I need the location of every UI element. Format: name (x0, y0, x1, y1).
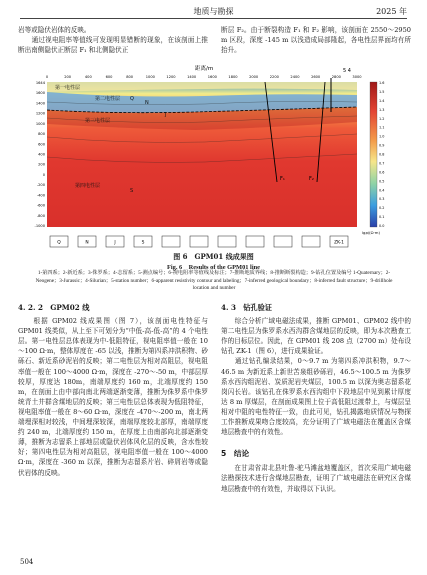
depth-tick-label: 1000 (35, 121, 45, 126)
distance-tick-label: 2400 (290, 75, 300, 79)
colorbar-tick-label: 0.0 (379, 224, 385, 228)
depth-tick-label: 400 (38, 152, 45, 157)
legend-box (190, 236, 208, 247)
colorbar-tick-label: 0.9 (379, 143, 385, 148)
colorbar (370, 82, 377, 227)
distance-tick-label: 2800 (331, 75, 341, 79)
legend-box (246, 236, 264, 247)
legend-box (162, 236, 180, 247)
layer-symbol-q: Q (130, 96, 134, 102)
legend-box-label: ZK-1 (334, 240, 344, 246)
colorbar-unit: lgρ/(Ω·m) (362, 230, 380, 235)
legend-box-label: N (85, 240, 89, 246)
depth-tick-label: 200 (38, 162, 45, 167)
colorbar-tick-label: 1.3 (379, 107, 385, 112)
distance-tick-label: 2200 (269, 75, 279, 79)
layer-symbol-s: S (130, 188, 134, 194)
figure-legend-note: 1-第四系；2-新近系；3-侏罗系；4-志留系；5-测点编号；6-视电阻率等值线及标注；7-推断地质界线；8-推断断裂构造；9-钻孔位置及编号 1-Quaternary；2-Neogene；3-Jurassic；4-Silurian；5-station number；6-apparent resistivity contour and labeling；7-inferred geological boundary；8-inferred fault structure；9-drillhole location and number (35, 270, 393, 292)
legend-box (302, 236, 320, 247)
depth-tick-label: 800 (38, 132, 45, 137)
legend-box-label: S (141, 240, 145, 246)
depth-tick-label: 1600 (35, 91, 45, 96)
layer-1-label: 第一电性层 (55, 85, 81, 91)
depth-tick-label: -600 (36, 203, 45, 208)
distance-tick-label: 1800 (228, 75, 238, 79)
colorbar-tick-label: 1.4 (379, 98, 385, 103)
figure-6-section (25, 62, 405, 252)
distance-tick-label: 400 (84, 75, 92, 79)
distance-tick-label: 1000 (145, 75, 155, 79)
distance-tick-label: 3000 (352, 75, 362, 79)
layer-symbol-j: J (165, 112, 167, 118)
colorbar-tick-label: 0.7 (379, 161, 385, 166)
paragraph: 在甘肃省肃北县吐鲁-驼马滩盆地覆盖区，首次采用广域电磁法勘探技术进行含煤地层勘查，证明了广域电磁法在研究区含煤地层勘查中的有效性，并取得以下认识。 (221, 464, 411, 493)
distance-axis-title: 距离/m (195, 66, 214, 72)
figure-caption-cn: 图 6 GPM01 线成果图 (173, 252, 254, 261)
top-marker: 5 4 (343, 68, 351, 74)
distance-tick-label: 1400 (187, 75, 197, 79)
distance-ticks (46, 75, 362, 79)
running-header (20, 0, 407, 19)
issue-year: 2025 年 (376, 7, 407, 16)
top-right-text (221, 25, 411, 55)
depth-tick-label: -800 (36, 213, 45, 218)
distance-tick-label: 1200 (166, 75, 176, 79)
distance-tick-label: 2600 (311, 75, 321, 79)
legend-box (218, 236, 236, 247)
layer-3-label: 第三电性层 (85, 118, 111, 124)
colorbar-tick-label: 0.1 (379, 215, 385, 220)
layer-2-label: 第二电性层 (95, 96, 121, 102)
distance-tick-label: 800 (126, 75, 134, 79)
paragraph: 通过视电阻率等值线可发现明显错断的现象，在该剖面上推断出南侧隐伏正断层 F₁ 和北侧隐伏正 (18, 36, 208, 55)
page-number: 504 (20, 558, 34, 566)
distance-tick-label: 2000 (249, 75, 259, 79)
figure-caption-en: Fig. 6 Results of the GPM01 line (166, 264, 260, 271)
colorbar-tick-label: 1.2 (379, 116, 385, 121)
legend-box-label: J (114, 240, 116, 246)
resistivity-section-plot (25, 62, 405, 252)
distance-tick-label: 0 (45, 75, 49, 79)
colorbar-tick-label: 1.0 (379, 134, 385, 139)
colorbar-tick-label: 1.1 (379, 125, 385, 130)
section-gpm02 (18, 301, 208, 478)
section-title: 4. 3 钻孔验证 (221, 303, 272, 312)
colorbar-tick-label: 0.6 (379, 170, 385, 175)
depth-tick-label: -1000 (34, 224, 45, 228)
depth-tick-label: -200 (36, 183, 45, 188)
legend-box-label: Q (57, 240, 61, 246)
journal-name: 地质与勘探 (193, 7, 234, 16)
depth-tick-label: 1200 (35, 111, 45, 116)
colorbar-tick-label: 0.8 (379, 152, 385, 157)
depth-tick-label: 0 (42, 172, 45, 177)
section-title: 4. 2. 2 GPM02 线 (18, 303, 90, 312)
conclusion-title: 5 结论 (221, 449, 250, 459)
paragraph: 断层 F₂。由于断裂构造 F₁ 和 F₂ 影响，该剖面在 2550～2950 m 区段，深度 -145 m 以浅造成局部隆起，各电性层界面均有所抬升。 (221, 26, 411, 55)
colorbar-tick-label: 1.6 (379, 81, 385, 85)
paragraph: 根据 GPM02 线成果图（图 7），该剖面电性特征与 GPM01 线类似，从上至下可划分为“中低-高-低-高”的 4 个电性层。第一电性层总体表现为中-低阻特征，视电阻率值一般在 10～100 Ω·m，整体厚度在 -65 以浅，推断为第四系冲洪积物、砂砾石、新近系砂泥岩的反映；第二电性层为相对高阻层，视电阻率值一般在 100～4000 Ω·m，深度在 -270～-50 m，中部层厚较厚，厚度达 180m，南端厚度约 160 m，北端厚度约 150 m，在剖面上由中部向南北两端逐渐变薄，推断为侏罗系中侏罗统青土井群含煤地层的反映；第三电性层总体表现为低阻特征，视电阻率值一般在 8～60 Ω·m，深度在 -470～-200 m，南北两端埋深相对较浅，中间埋深较深，南端厚度较北部厚，南端厚度约 240 m，北端厚度约 150 m，在厚度上由南部向北部逐渐变薄，推断为志留系上部地层或隐伏岩体风化层的反映，含水性较好；第四电性层为相对高阻层，视电阻率值一般在 100～4000 Ω·m，深度在 -360 m 以深，推断为志留系片岩、碎屑岩等或隐伏岩体的反映。 (18, 317, 208, 477)
depth-tick-label: 600 (38, 142, 45, 147)
paragraph: 通过钻孔编录结果，0～9.7 m 为第四系冲洪积物，9.7～46.5 m 为新近系上新世苦泉组砂砾岩，46.5～100.5 m 为侏罗系水西沟组泥岩、炭质泥岩夹煤层，100.5 m 以深为奥志留系花岗闪长岩。该钻孔在侏罗系水西沟组中下段地层中见到累计厚度达 8 m 厚煤层，在剖面成果图上位于高低阻过渡带上，与煤层呈相对中阻的电性特征一致，由此可见，钻孔揭露地质情况与物探工作推断成果吻合度较高，充分证明了广域电磁法在覆盖区含煤地层勘查中的有效性。 (221, 357, 411, 437)
depth-tick-label: -400 (36, 193, 45, 198)
layer-symbol-n: N (145, 100, 149, 106)
legend-row (50, 236, 348, 247)
distance-tick-label: 600 (105, 75, 113, 79)
depth-tick-label: 1644 (35, 81, 45, 85)
paragraph: 综合分析广域电磁法成果，推断 GPM01、GPM02 线中的第二电性层为侏罗系水西沟群含煤地层的反映，即为本次勘查工作的目标层位。因此，在 GPM01 线 208 点（2700 m）处布设钻孔 ZK-1（图 6），进行成果验证。 (221, 317, 411, 356)
colorbar-tick-label: 0.4 (379, 188, 385, 193)
paragraph: 岩等或隐伏岩体的反映。 (18, 26, 91, 34)
layer-4-label: 第四电性层 (75, 183, 101, 189)
depth-tick-label: 1400 (35, 101, 45, 106)
colorbar-tick-label: 0.5 (379, 179, 385, 184)
fault-f2-label: F₂ (309, 176, 314, 182)
colorbar-tick-label: 1.5 (379, 89, 385, 94)
distance-tick-label: 200 (64, 75, 72, 79)
colorbar-tick-label: 0.2 (379, 206, 385, 211)
section-drill-verification (221, 301, 411, 494)
fault-f1-label: F₁ (280, 176, 285, 182)
distance-tick-label: 1600 (207, 75, 217, 79)
colorbar-ticks (379, 81, 384, 228)
depth-ticks (35, 81, 46, 228)
top-left-text (18, 25, 208, 55)
colorbar-tick-label: 0.3 (379, 197, 385, 202)
legend-box (274, 236, 292, 247)
